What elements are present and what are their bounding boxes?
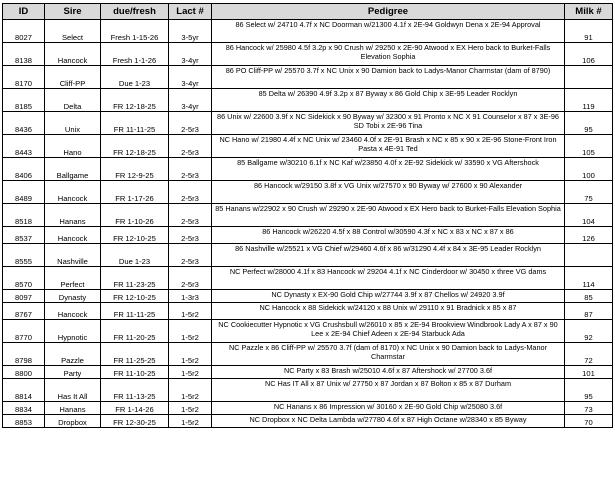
cell-due-fresh: FR 11-25-25 <box>101 343 169 366</box>
cell-pedigree: NC Cookiecutter Hypnotic x VG Crushsbull w/26010 x 85 x 2E-94 Brookview Windbrook Lady A x 87 x 90 Lee x 2E-94 Chief Adeen x 2E-94 Starbuck Ada <box>212 320 565 343</box>
cell-due-fresh: FR 12-18-25 <box>101 135 169 158</box>
cell-sire: Perfect <box>45 267 101 290</box>
table-row <box>3 366 613 379</box>
cell-milk <box>565 66 613 89</box>
cell-pedigree: 86 PO Cliff-PP w/ 25570 3.7f x NC Unix x 90 Damion back to Ladys-Manor Charmstar (dam of 8790) <box>212 66 565 89</box>
cell-pedigree: 85 Ballgame w/30210 6.1f x NC Kaf w/23850 4.0f x 2E-92 Sidekick w/ 33590 x VG Aftershock <box>212 158 565 181</box>
cell-id: 8185 <box>3 89 45 112</box>
cell-id: 8138 <box>3 43 45 66</box>
cell-milk: 91 <box>565 20 613 43</box>
table-row <box>3 66 613 89</box>
cell-milk: 87 <box>565 303 613 320</box>
header-id: ID <box>3 4 45 20</box>
cell-pedigree: 86 Nashville w/25521 x VG Chief w/29460 4.6f x 86 w/31290 4.4f x 84 x 3E-95 Leader Rocklyn <box>212 244 565 267</box>
cell-lact: 1-3r3 <box>169 290 212 303</box>
header-milk: Milk # <box>565 4 613 20</box>
cell-pedigree: NC Party x 83 Brash w/25010 4.6f x 87 Aftershock w/ 27700 3.6f <box>212 366 565 379</box>
cell-due-fresh: FR 12-18-25 <box>101 89 169 112</box>
cell-pedigree: 85 Delta w/ 26390 4.9f 3.2p x 87 Byway x 86 Gold Chip x 3E-95 Leader Rocklyn <box>212 89 565 112</box>
cell-due-fresh: FR 12-30-25 <box>101 415 169 428</box>
cell-lact: 1-5r2 <box>169 303 212 320</box>
table-row <box>3 303 613 320</box>
cell-pedigree: 86 Select w/ 24710 4.7f x NC Doorman w/21300 4.1f x 2E-94 Goldwyn Dena x 2E-94 Approval <box>212 20 565 43</box>
cell-sire: Party <box>45 366 101 379</box>
header-due-fresh: due/fresh <box>101 4 169 20</box>
cell-due-fresh: FR 12-10-25 <box>101 290 169 303</box>
cell-lact: 2-5r3 <box>169 181 212 204</box>
table-row <box>3 112 613 135</box>
cell-milk: 70 <box>565 415 613 428</box>
cell-lact: 2-5r3 <box>169 244 212 267</box>
table-row <box>3 227 613 244</box>
cell-due-fresh: FR 11-11-25 <box>101 112 169 135</box>
cell-sire: Hancock <box>45 227 101 244</box>
cell-due-fresh: FR 12-9-25 <box>101 158 169 181</box>
cell-pedigree: NC Has IT All x 87 Unix w/ 27750 x 87 Jordan x 87 Bolton x 85 x 87 Durham <box>212 379 565 402</box>
cell-sire: Delta <box>45 89 101 112</box>
cell-milk: 100 <box>565 158 613 181</box>
cell-lact: 3-4yr <box>169 43 212 66</box>
cell-milk: 92 <box>565 320 613 343</box>
cell-milk: 114 <box>565 267 613 290</box>
cell-id: 8800 <box>3 366 45 379</box>
cell-sire: Hano <box>45 135 101 158</box>
cell-id: 8443 <box>3 135 45 158</box>
cell-id: 8537 <box>3 227 45 244</box>
cell-milk: 104 <box>565 204 613 227</box>
cell-id: 8834 <box>3 402 45 415</box>
table-row <box>3 135 613 158</box>
cell-id: 8767 <box>3 303 45 320</box>
cell-due-fresh: FR 1-14-26 <box>101 402 169 415</box>
cell-pedigree: 86 Hancock w/29150 3.8f x VG Unix w/27570 x 90 Byway w/ 27600 x 90 Alexander <box>212 181 565 204</box>
cell-id: 8027 <box>3 20 45 43</box>
cell-due-fresh: FR 1-10-26 <box>101 204 169 227</box>
cell-lact: 3-4yr <box>169 89 212 112</box>
pedigree-sheet <box>2 3 612 428</box>
cell-pedigree: 86 Hancock w/26220 4.5f x 88 Control w/30590 4.3f x NC x 83 x NC x 87 x 86 <box>212 227 565 244</box>
cell-due-fresh: FR 11-10-25 <box>101 366 169 379</box>
table-row <box>3 158 613 181</box>
cell-sire: Hancock <box>45 181 101 204</box>
cell-milk: 105 <box>565 135 613 158</box>
cell-due-fresh: Fresh 1-1-26 <box>101 43 169 66</box>
cell-id: 8518 <box>3 204 45 227</box>
cell-lact: 2-5r3 <box>169 204 212 227</box>
cell-sire: Has It All <box>45 379 101 402</box>
cell-due-fresh: FR 1-17-26 <box>101 181 169 204</box>
table-row <box>3 89 613 112</box>
cell-milk: 95 <box>565 379 613 402</box>
cell-sire: Hypnotic <box>45 320 101 343</box>
cell-lact: 1-5r2 <box>169 366 212 379</box>
cell-pedigree: NC Hanans x 86 Impression w/ 30160 x 2E-90 Gold Chip w/25080 3.6f <box>212 402 565 415</box>
cell-lact: 2-5r3 <box>169 158 212 181</box>
cell-sire: Hancock <box>45 303 101 320</box>
cell-lact: 2-5r3 <box>169 135 212 158</box>
cell-milk: 119 <box>565 89 613 112</box>
table-row <box>3 204 613 227</box>
cell-due-fresh: FR 11-13-25 <box>101 379 169 402</box>
cell-due-fresh: FR 11-23-25 <box>101 267 169 290</box>
cell-due-fresh: Due 1-23 <box>101 244 169 267</box>
cell-id: 8798 <box>3 343 45 366</box>
cell-pedigree: 86 Unix w/ 22600 3.9f x NC Sidekick x 90 Byway w/ 32300 x 91 Pronto x NC X 91 Counselor x 87 x 3E-96 SD Tobi x 2E-96 Tina <box>212 112 565 135</box>
cell-milk: 106 <box>565 43 613 66</box>
header-pedigree: Pedigree <box>212 4 565 20</box>
cell-lact: 1-5r2 <box>169 415 212 428</box>
cell-lact: 1-5r2 <box>169 320 212 343</box>
table-row <box>3 343 613 366</box>
cell-id: 8436 <box>3 112 45 135</box>
cell-id: 8853 <box>3 415 45 428</box>
cell-milk: 101 <box>565 366 613 379</box>
cell-pedigree: NC Pazzle x 86 Cliff-PP w/ 25570 3.7f (dam of 8170) x NC Unix x 90 Damion back to Ladys-Manor Charmstar <box>212 343 565 366</box>
cell-lact: 2-5r3 <box>169 267 212 290</box>
cell-lact: 2-5r3 <box>169 227 212 244</box>
cell-milk: 73 <box>565 402 613 415</box>
cell-id: 8489 <box>3 181 45 204</box>
cell-pedigree: NC Perfect w/28000 4.1f x 83 Hancock w/ 29204 4.1f x NC Cinderdoor w/ 30450 x three VG dams <box>212 267 565 290</box>
cell-milk: 85 <box>565 290 613 303</box>
header-row <box>3 4 613 20</box>
cell-lact: 3-5yr <box>169 20 212 43</box>
cell-due-fresh: FR 11-11-25 <box>101 303 169 320</box>
cell-lact: 1-5r2 <box>169 402 212 415</box>
cell-lact: 1-5r2 <box>169 343 212 366</box>
cell-id: 8555 <box>3 244 45 267</box>
cell-pedigree: NC Hancock x 88 Sidekick w/24120 x 88 Unix w/ 29110 x 91 Bradnick x 85 x 87 <box>212 303 565 320</box>
cell-id: 8406 <box>3 158 45 181</box>
cell-milk: 95 <box>565 112 613 135</box>
header-sire: Sire <box>45 4 101 20</box>
table-row <box>3 290 613 303</box>
cell-due-fresh: FR 12-10-25 <box>101 227 169 244</box>
cell-due-fresh: FR 11-20-25 <box>101 320 169 343</box>
cell-sire: Select <box>45 20 101 43</box>
cell-sire: Dropbox <box>45 415 101 428</box>
cell-due-fresh: Fresh 1-15-26 <box>101 20 169 43</box>
cell-sire: Pazzle <box>45 343 101 366</box>
table-row <box>3 267 613 290</box>
cell-sire: Cliff-PP <box>45 66 101 89</box>
cell-lact: 2-5r3 <box>169 112 212 135</box>
cell-sire: Ballgame <box>45 158 101 181</box>
cell-id: 8170 <box>3 66 45 89</box>
table-row <box>3 379 613 402</box>
table-row <box>3 20 613 43</box>
cell-lact: 3-4yr <box>169 66 212 89</box>
cell-milk: 126 <box>565 227 613 244</box>
header-lact: Lact # <box>169 4 212 20</box>
table-row <box>3 244 613 267</box>
cell-id: 8570 <box>3 267 45 290</box>
cell-pedigree: NC Dynasty x EX-90 Gold Chip w/27744 3.9f x 87 Chellos w/ 24920 3.9f <box>212 290 565 303</box>
cell-sire: Dynasty <box>45 290 101 303</box>
cell-pedigree: NC Dropbox x NC Delta Lambda w/27780 4.6f x 87 High Octane w/28340 x 85 Byway <box>212 415 565 428</box>
cell-pedigree: 86 Hancock w/ 25980 4.5f 3.2p x 90 Crush w/ 29250 x 2E-90 Atwood x EX Hero back to Burket-Falls Elevation Sophia <box>212 43 565 66</box>
cell-sire: Unix <box>45 112 101 135</box>
cell-milk <box>565 244 613 267</box>
cell-sire: Nashville <box>45 244 101 267</box>
table-row <box>3 43 613 66</box>
cell-sire: Hanans <box>45 402 101 415</box>
cell-sire: Hancock <box>45 43 101 66</box>
cow-table <box>2 3 613 428</box>
cell-lact: 1-5r2 <box>169 379 212 402</box>
table-row <box>3 320 613 343</box>
cell-milk: 72 <box>565 343 613 366</box>
cell-pedigree: 85 Hanans w/22902 x 90 Crush w/ 29290 x 2E-90 Atwood x EX Hero back to Burket-Falls Elevation Sophia <box>212 204 565 227</box>
cell-id: 8814 <box>3 379 45 402</box>
table-row <box>3 402 613 415</box>
table-row <box>3 181 613 204</box>
cell-id: 8770 <box>3 320 45 343</box>
cell-milk: 75 <box>565 181 613 204</box>
cell-id: 8097 <box>3 290 45 303</box>
cell-sire: Hanans <box>45 204 101 227</box>
cell-due-fresh: Due 1-23 <box>101 66 169 89</box>
table-row <box>3 415 613 428</box>
cell-pedigree: NC Hano w/ 21980 4.4f x NC Unix w/ 23460 4.0f x 2E-91 Brash x NC x 85 x 90 x 2E-96 Stone-Front Iron Pasta x 4E-91 Ted <box>212 135 565 158</box>
